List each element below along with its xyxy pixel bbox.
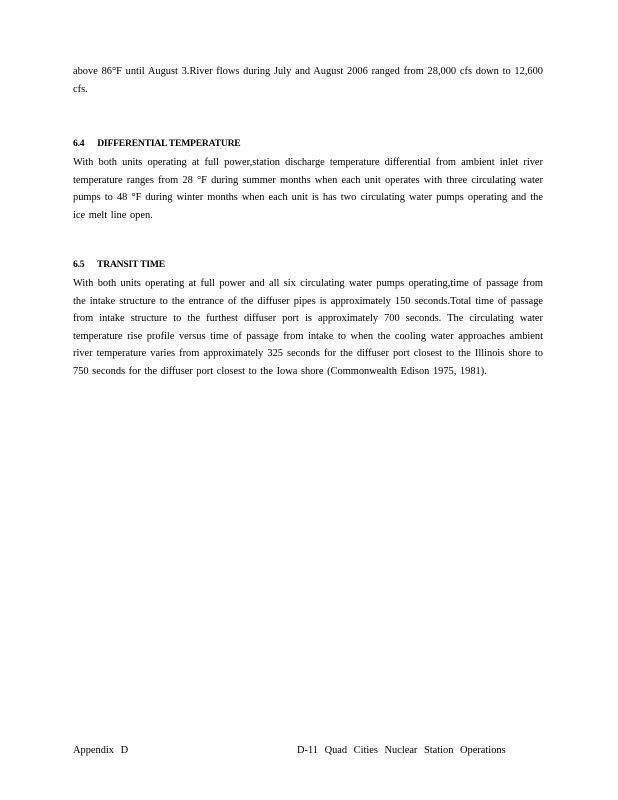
section-number: 6.4: [73, 138, 85, 149]
intro-paragraph: above 86°F until August 3.River flows during July and August 2006 ranged from 28,000 cfs down to 12,600 cfs.: [73, 66, 543, 95]
footer-page-title: D-11 Quad Cities Nuclear Station Operations: [297, 745, 506, 756]
footer-appendix-label: Appendix D: [73, 745, 129, 756]
section-title: DIFFERENTIAL TEMPERATURE: [97, 138, 241, 149]
section-title: TRANSIT TIME: [97, 259, 165, 270]
section-heading-6-5: [73, 259, 165, 270]
section-6-5-body: With both units operating at full power and all six circulating water pumps operating,time of passage from the intake structure to the entrance of the diffuser pipes is approximately 150 seconds.Total time of passage from intake structure to the furthest diffuser port is approximately 700 seconds. The circulating water temperature rise profile versus time of passage from intake to when the cooling water approaches ambient river temperature varies from approximately 325 seconds for the diffuser port closest to the Illinois shore to 750 seconds for the diffuser port closest to the Iowa shore (Commonwealth Edison 1975, 1981).: [73, 278, 543, 377]
section-number: 6.5: [73, 259, 85, 270]
section-heading-6-4: [73, 138, 241, 149]
section-6-4-body: With both units operating at full power,station discharge temperature differential from ambient inlet river temperature ranges from 28 °F during summer months when each unit operates with three circulating water pumps to 48 °F during winter months when each unit is has two circulating water pumps operating and the ice melt line open.: [73, 157, 543, 221]
